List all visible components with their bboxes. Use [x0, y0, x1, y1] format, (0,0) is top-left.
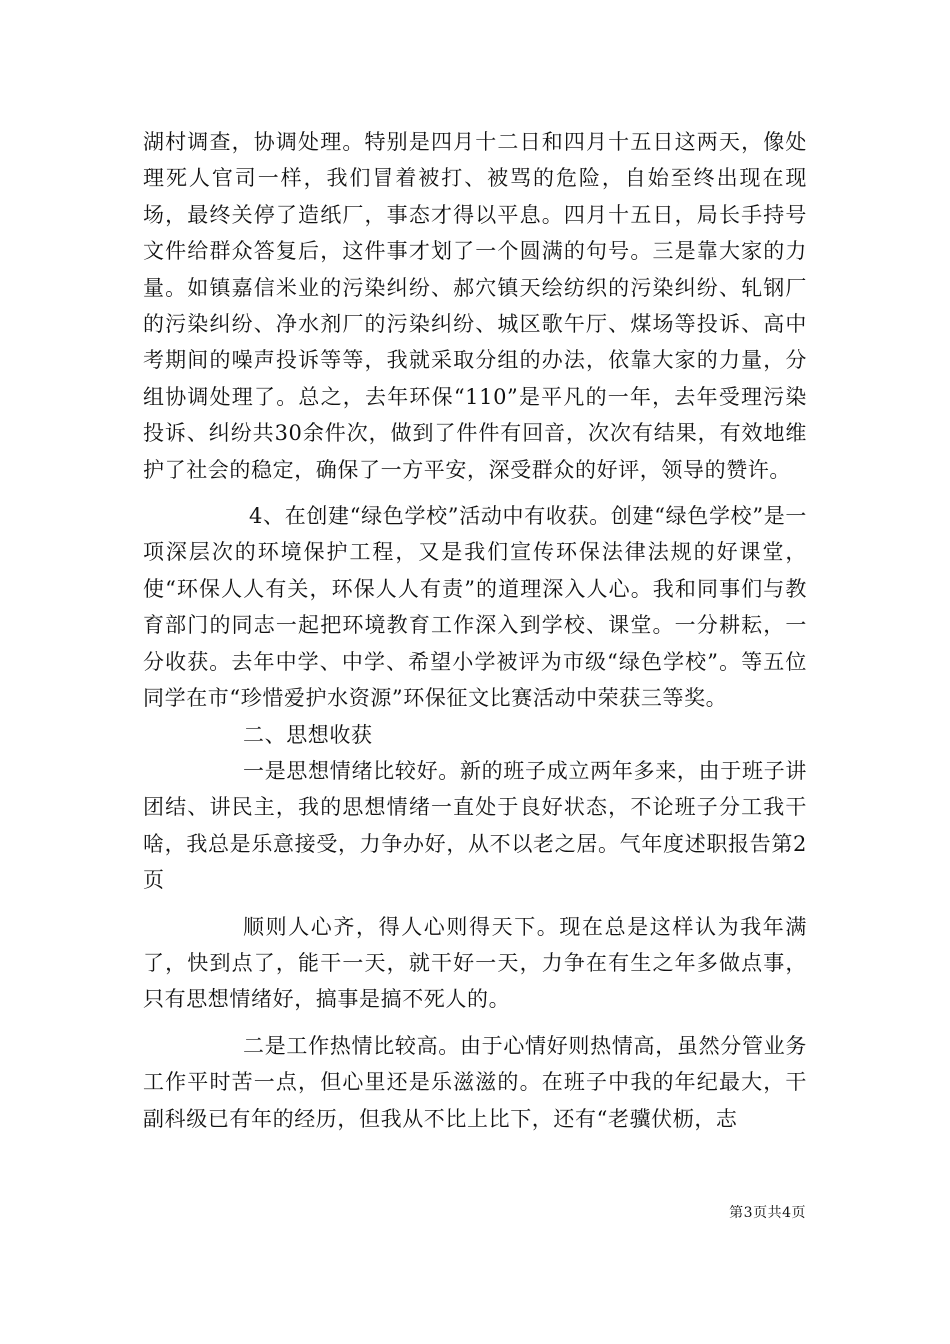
paragraph-work-enthusiasm: 二是工作热情比较高。由于心情好则热情高，虽然分管业务工作平时苦一点，但心里还是乐滋滋的。在班子中我的年纪最大，干副科级已有年的经历，但我从不比上比下，还有“老骥伏枥，志 [143, 1033, 807, 1131]
paragraph-green-school: 4、在创建“绿色学校”活动中有收获。创建“绿色学校”是一项深层次的环境保护工程，又是我们宣传环保法律法规的好课堂，使“环保人人有关，环保人人有责”的道理深入人心。我和同事们与教育部门的同志一起把环境教育工作深入到学校、课堂。一分耕耘，一分收获。去年中学、中学、希望小学被评为市级“绿色学校”。等五位同学在市“珍惜爱护水资源”环保征文比赛活动中荣获三等奖。 [143, 504, 807, 711]
page-number-footer: 第3页共4页 [729, 1205, 806, 1221]
paragraph-people-united: 顺则人心齐，得人心则得天下。现在总是这样认为我年满了，快到点了，能干一天，就干好一天，力争在有生之年多做点事，只有思想情绪好，搞事是搞不死人的。 [143, 914, 807, 1012]
document-body [143, 124, 807, 1137]
paragraph-complaint-handling: 湖村调查，协调处理。特别是四月十二日和四月十五日这两天，像处理死人官司一样，我们冒着被打、被骂的危险，自始至终出现在现场，最终关停了造纸厂，事态才得以平息。四月十五日，局长手持号文件给群众答复后，这件事才划了一个圆满的句号。三是靠大家的力量。如镇嘉信米业的污染纠纷、郝穴镇天绘纺织的污染纠纷、轧钢厂的污染纠纷、净水剂厂的污染纠纷、城区歌午厅、煤场等投诉、高中考期间的噪声投诉等等，我就采取分组的办法，依靠大家的力量，分组协调处理了。总之，去年环保“110”是平凡的一年，去年受理污染投诉、纠纷共30余件次，做到了件件有回音，次次有结果，有效地维护了社会的稳定，确保了一方平安，深受群众的好评，领导的赞许。 [143, 130, 807, 482]
section-heading-thought-gains: 二、思想收获 [243, 722, 373, 747]
paragraph-thought-mood: 一是思想情绪比较好。新的班子成立两年多来，由于班子讲团结、讲民主，我的思想情绪一直处于良好状态，不论班子分工我干啥，我总是乐意接受，力争办好，从不以老之居。气年度述职报告第2页 [143, 758, 807, 893]
